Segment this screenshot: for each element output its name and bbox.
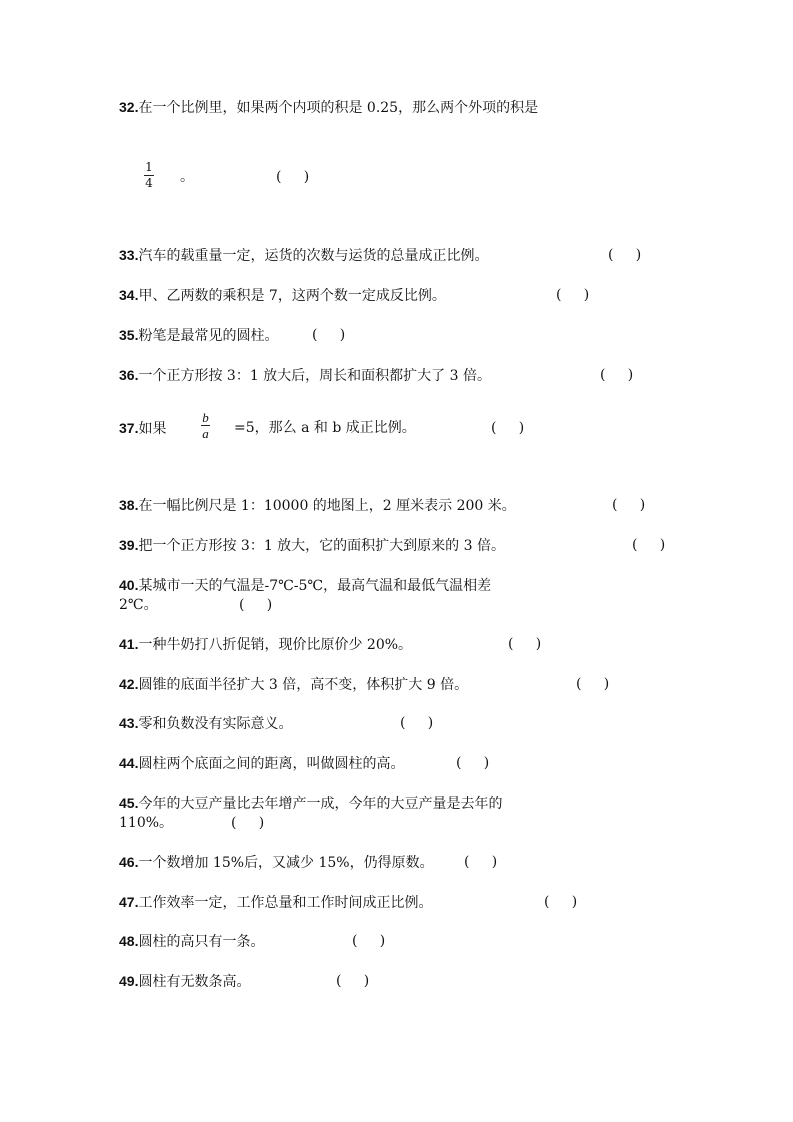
question-number: 46. (119, 854, 139, 870)
answer-blank-47[interactable]: ( ) (544, 894, 578, 910)
question-text: 汽车的载重量一定，运货的次数与运货的总量成正比例。 (138, 248, 489, 264)
fraction-denominator: 4 (145, 176, 153, 190)
question-text: 粉笔是最常见的圆柱。 (138, 328, 279, 344)
question-number: 44. (119, 755, 139, 771)
question-number: 49. (119, 973, 139, 989)
question-number: 42. (119, 676, 139, 692)
question-number: 32. (119, 99, 139, 115)
question-number: 33. (119, 247, 139, 263)
question-text: 在一幅比例尺是 1：10000 的地图上，2 厘米表示 200 米。 (138, 498, 516, 514)
question-33 (119, 245, 488, 266)
question-text: 甲、乙两数的乘积是 7，这两个数一定成反比例。 (138, 288, 446, 304)
answer-blank-38[interactable]: ( ) (612, 497, 646, 513)
question-text: 圆锥的底面半径扩大 3 倍，高不变，体积扩大 9 倍。 (138, 677, 469, 693)
question-39 (119, 535, 505, 556)
question-45 (119, 793, 502, 814)
fraction-b-over-a (201, 411, 210, 440)
fraction-numerator: 1 (145, 160, 153, 174)
question-number: 43. (119, 715, 139, 731)
answer-blank-44[interactable]: ( ) (456, 755, 490, 771)
answer-blank-48[interactable]: ( ) (352, 933, 386, 949)
question-number: 39. (119, 537, 139, 553)
answer-blank-40[interactable]: ( ) (239, 597, 273, 613)
question-number: 36. (119, 367, 139, 383)
question-number: 38. (119, 497, 139, 513)
question-text: 圆柱有无数条高。 (138, 974, 251, 990)
answer-blank-41[interactable]: ( ) (508, 636, 542, 652)
answer-blank-42[interactable]: ( ) (576, 676, 610, 692)
question-text: 工作效率一定，工作总量和工作时间成正比例。 (138, 895, 433, 911)
question-35 (119, 325, 278, 346)
question-41 (119, 634, 412, 655)
answer-blank-35[interactable]: ( ) (312, 327, 346, 343)
question-text: 圆柱两个底面之间的距离，叫做圆柱的高。 (138, 756, 405, 772)
question-47 (119, 892, 432, 913)
question-number: 41. (119, 636, 139, 652)
question-text: 一个正方形按 3：1 放大后，周长和面积都扩大了 3 倍。 (138, 368, 491, 384)
question-40-line2: 2℃。 (119, 597, 158, 613)
answer-blank-49[interactable]: ( ) (336, 973, 370, 989)
question-number: 47. (119, 894, 139, 910)
question-number: 34. (119, 287, 139, 303)
question-text: 一个数增加 15%后，又减少 15%，仍得原数。 (138, 855, 434, 871)
question-text: 把一个正方形按 3：1 放大，它的面积扩大到原来的 3 倍。 (138, 538, 505, 554)
question-number: 45. (119, 795, 139, 811)
question-text: 某城市一天的气温是-7℃-5℃，最高气温和最低气温相差 (138, 578, 492, 594)
answer-blank-45[interactable]: ( ) (231, 815, 265, 831)
question-49 (119, 971, 250, 992)
question-43 (119, 713, 292, 734)
question-text-tail: 。 (180, 169, 194, 185)
question-text: 在一个比例里，如果两个内项的积是 0.25，那么两个外项的积是 (138, 100, 539, 116)
fraction-one-quarter (144, 161, 154, 190)
question-text: 圆柱的高只有一条。 (138, 934, 265, 950)
answer-blank-36[interactable]: ( ) (600, 367, 634, 383)
fraction-denominator: a (202, 426, 209, 441)
question-32 (119, 97, 538, 118)
answer-blank-33[interactable]: ( ) (608, 247, 642, 263)
question-text: 零和负数没有实际意义。 (138, 716, 293, 732)
question-42 (119, 674, 468, 695)
question-44 (119, 753, 404, 774)
question-number: 35. (119, 327, 139, 343)
question-45-line2: 110%。 (119, 815, 174, 831)
question-text: 今年的大豆产量比去年增产一成，今年的大豆产量是去年的 (138, 796, 503, 812)
answer-blank-43[interactable]: ( ) (400, 715, 434, 731)
answer-blank-39[interactable]: ( ) (632, 537, 666, 553)
question-number: 40. (119, 577, 139, 593)
question-number: 48. (119, 933, 139, 949)
question-34 (119, 285, 446, 306)
question-number: 37. (119, 420, 139, 436)
question-37 (119, 418, 166, 439)
question-text: 一种牛奶打八折促销，现价比原价少 20%。 (138, 637, 413, 653)
question-40 (119, 575, 491, 596)
question-36 (119, 365, 491, 386)
question-46 (119, 852, 434, 873)
answer-blank-37[interactable]: ( ) (491, 420, 525, 436)
answer-blank-46[interactable]: ( ) (464, 854, 498, 870)
fraction-numerator: b (202, 410, 209, 425)
question-text-after-fraction: =5，那么 a 和 b 成正比例。 (234, 420, 416, 436)
answer-blank-32[interactable]: ( ) (276, 169, 310, 185)
answer-blank-34[interactable]: ( ) (556, 287, 590, 303)
question-38 (119, 495, 516, 516)
question-text: 如果 (138, 421, 167, 437)
question-48 (119, 931, 264, 952)
